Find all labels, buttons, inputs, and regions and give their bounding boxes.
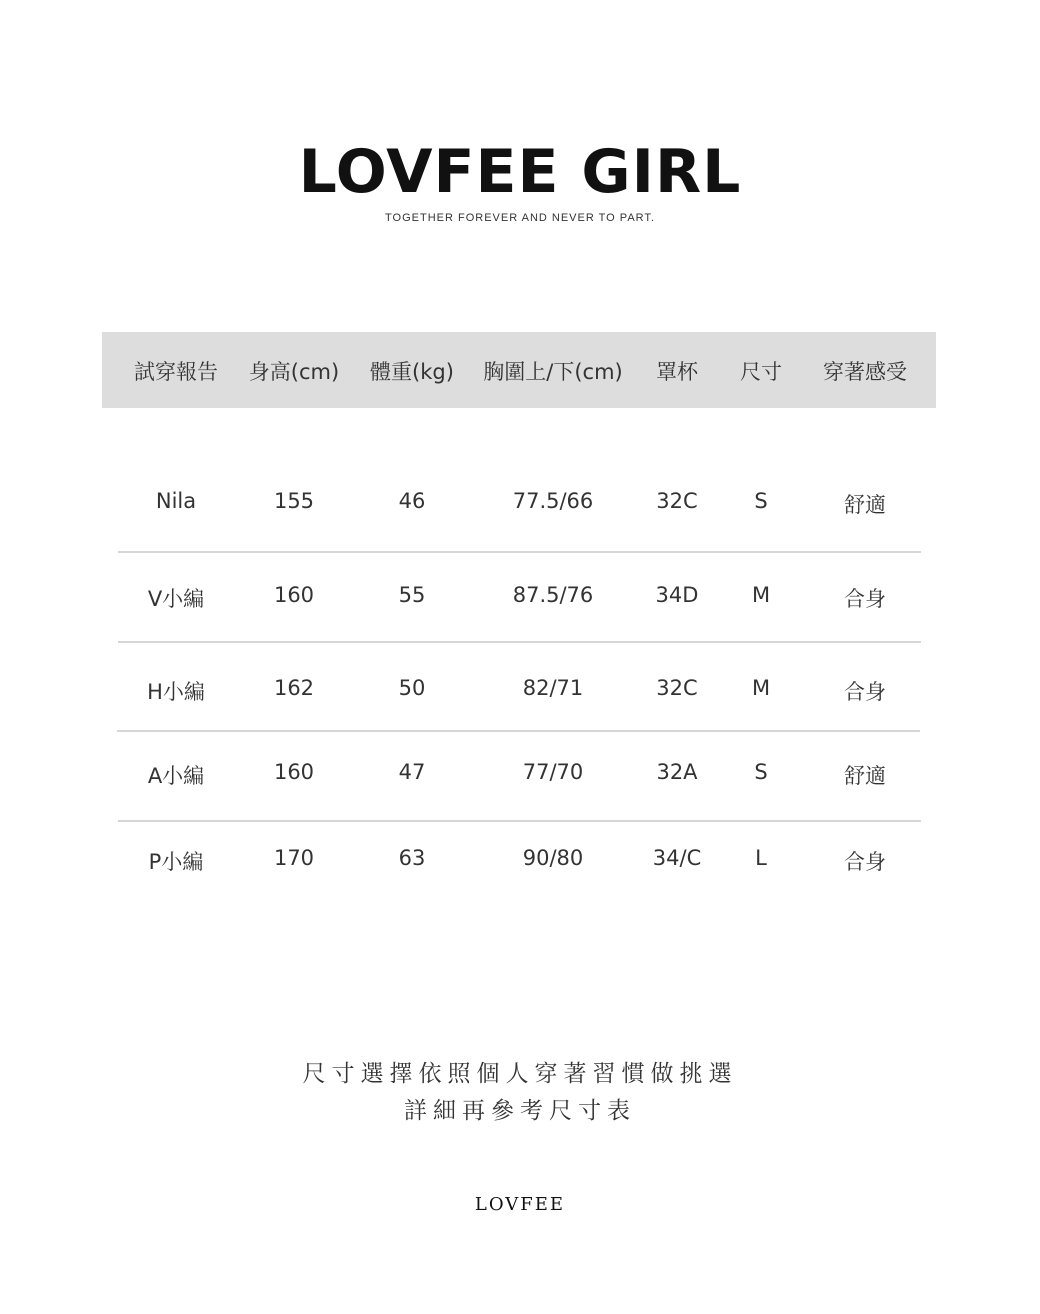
row-weight: 47 (398, 760, 426, 784)
row-cup: 32A (656, 760, 698, 784)
row-feeling: 合身 (844, 587, 886, 611)
row-feeling: 合身 (844, 680, 886, 704)
row-cup: 32C (656, 676, 698, 700)
row-weight: 63 (398, 846, 426, 870)
row-height: 160 (273, 583, 315, 607)
row-bust: 82/71 (522, 676, 584, 700)
row-weight: 50 (398, 676, 426, 700)
header-height: 身高(cm) (248, 360, 340, 384)
header-report: 試穿報告 (134, 360, 218, 384)
row-cup: 34D (655, 583, 699, 607)
header-weight: 體重(kg) (370, 360, 454, 384)
row-size: S (754, 760, 768, 784)
size-note-line2: 詳細再參考尺寸表 (404, 1098, 636, 1124)
row-bust: 77/70 (522, 760, 584, 784)
row-name: V小編 (147, 587, 205, 611)
row-bust: 77.5/66 (512, 489, 594, 513)
brand-tagline: TOGETHER FOREVER AND NEVER TO PART. (385, 212, 655, 224)
row-divider (118, 820, 921, 822)
row-bust: 87.5/76 (512, 583, 594, 607)
table-row (0, 489, 1040, 529)
table-header (102, 332, 936, 408)
size-note-line1: 尺寸選擇依照個人穿著習慣做挑選 (302, 1061, 738, 1087)
row-size: L (755, 846, 767, 870)
row-size: M (751, 676, 771, 700)
row-divider (117, 730, 920, 732)
row-weight: 46 (398, 489, 426, 513)
table-row (0, 583, 1040, 623)
footer-brand: LOVFEE (474, 1194, 566, 1215)
table-row (0, 676, 1040, 716)
row-cup: 32C (656, 489, 698, 513)
row-feeling: 舒適 (844, 493, 886, 517)
row-name: P小編 (148, 850, 204, 874)
header-cup: 罩杯 (656, 360, 698, 384)
row-size: S (754, 489, 768, 513)
row-size: M (751, 583, 771, 607)
row-name: H小編 (147, 680, 205, 704)
row-height: 170 (273, 846, 315, 870)
row-name: A小編 (147, 764, 205, 788)
row-weight: 55 (398, 583, 426, 607)
row-height: 162 (273, 676, 315, 700)
row-height: 155 (273, 489, 315, 513)
header-bust: 胸圍上/下(cm) (483, 360, 623, 384)
table-row (0, 760, 1040, 800)
row-name: Nila (155, 489, 197, 513)
table-row (0, 846, 1040, 886)
row-cup: 34/C (652, 846, 702, 870)
row-feeling: 合身 (844, 850, 886, 874)
row-feeling: 舒適 (844, 764, 886, 788)
header-feeling: 穿著感受 (823, 360, 907, 384)
header-size: 尺寸 (740, 360, 782, 384)
brand-title: LOVFEE GIRL (298, 137, 742, 207)
row-divider (118, 641, 921, 643)
row-bust: 90/80 (522, 846, 584, 870)
row-height: 160 (273, 760, 315, 784)
row-divider (118, 551, 921, 553)
